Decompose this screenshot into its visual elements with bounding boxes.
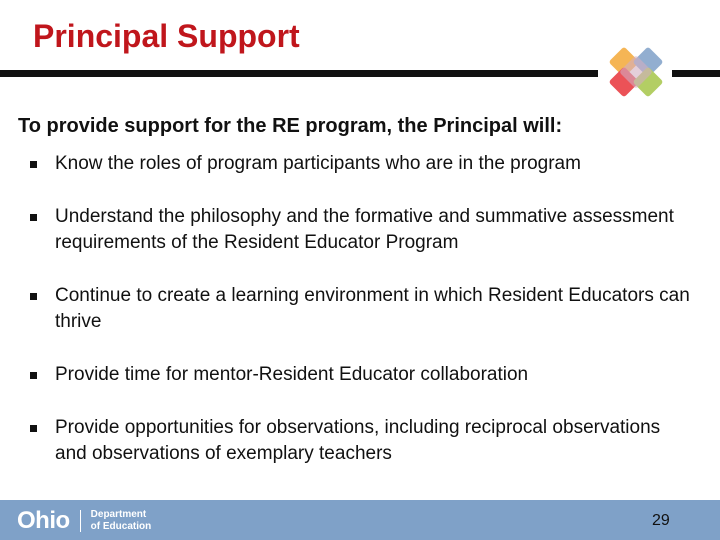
intro-text: To provide support for the RE program, the Principal will: xyxy=(18,115,563,137)
bullet-item xyxy=(30,415,690,467)
footer-bar xyxy=(0,500,720,540)
bullet-text: Continue to create a learning environment in which Resident Educators can thrive xyxy=(55,285,690,332)
ohio-logo-word: Ohio xyxy=(17,507,70,534)
logo-divider xyxy=(80,510,81,532)
bullet-item xyxy=(30,204,690,256)
bullet-item xyxy=(30,151,690,177)
department-line-2: of Education xyxy=(90,521,152,532)
page-title: Principal Support xyxy=(33,18,300,54)
square-bullet-icon xyxy=(30,293,37,300)
bullet-text: Understand the philosophy and the formative and summative assessment requirements of the Resident Educator Program xyxy=(55,206,674,253)
bullet-text: Provide time for mentor-Resident Educator collaboration xyxy=(55,364,529,385)
bullet-text: Know the roles of program participants who are in the program xyxy=(55,153,581,174)
bullet-list xyxy=(30,151,690,494)
department-name xyxy=(91,509,152,533)
square-bullet-icon xyxy=(30,425,37,432)
square-bullet-icon xyxy=(30,372,37,379)
square-bullet-icon xyxy=(30,214,37,221)
title-rule xyxy=(0,70,598,77)
ohio-department-logo xyxy=(17,509,151,533)
department-line-1: Department xyxy=(90,509,147,520)
page-number: 29 xyxy=(652,512,670,529)
square-bullet-icon xyxy=(30,161,37,168)
bullet-item xyxy=(30,362,690,388)
overlapping-diamonds-icon xyxy=(600,42,672,104)
bullet-item xyxy=(30,283,690,335)
title-rule-right xyxy=(672,70,720,77)
bullet-text: Provide opportunities for observations, including reciprocal observations and observations of exemplary teachers xyxy=(55,417,661,464)
